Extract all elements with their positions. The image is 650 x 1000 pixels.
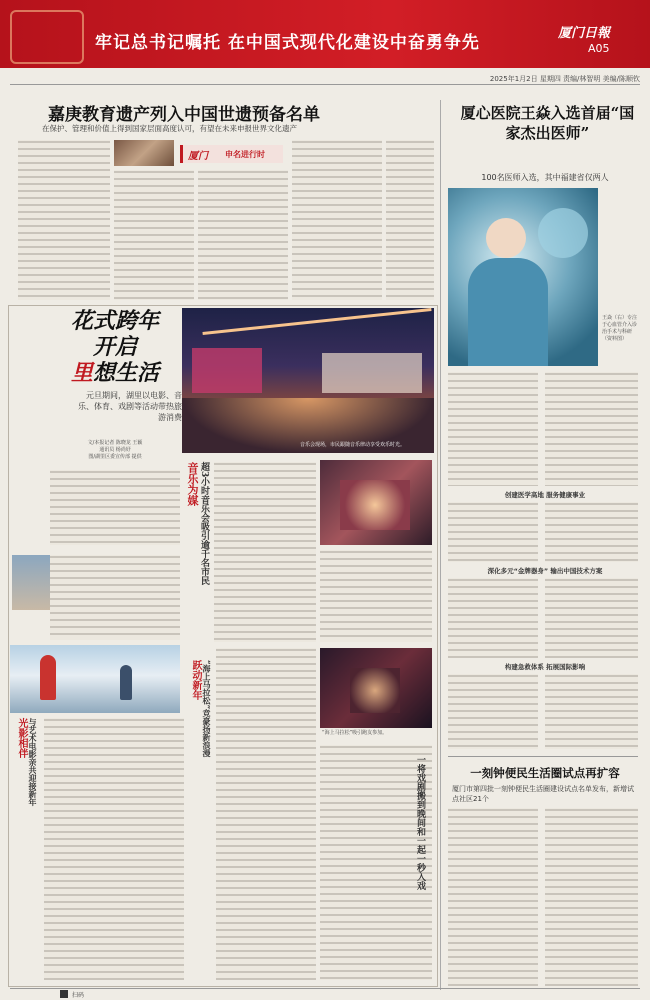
article3-title-rest: 想生活 (93, 360, 160, 386)
article4-body-col2 (545, 808, 638, 986)
article3-body-film-intro (50, 555, 180, 640)
run-photo (10, 645, 180, 713)
article1-body-col2 (114, 170, 194, 300)
column-divider (440, 100, 441, 990)
article2-body-col1 (448, 372, 538, 486)
article2-section3: 构建急救体系 拓展国际影响 (504, 663, 586, 671)
concert-photo (182, 308, 434, 453)
article3-body-col3 (320, 550, 432, 642)
vquote-music: 超3小时音乐会吸引逾千名市民 (199, 462, 209, 586)
article2-section2: 深化多元“金牌器身” 输出中国技术方案 (487, 567, 603, 575)
article2-body-col8 (545, 674, 638, 749)
runner2-shape (120, 665, 132, 700)
vhead-music: 音乐为媒 (186, 462, 199, 506)
article2-subtitle: 100名医师入选，其中福建省仅两人 (481, 173, 609, 182)
article1-body-col4 (292, 140, 382, 300)
theatre-photo (320, 648, 432, 728)
dateline: 2025年1月2日 星期四 责编/林智明 美编/陈顺钦 (489, 75, 640, 83)
article4-deck: 厦门市第四批一刻钟便民生活圈建设试点名单发布，新增试点社区21个 (452, 785, 634, 803)
footer-rule (10, 988, 640, 989)
article2-body-col7 (448, 674, 538, 749)
article2-title: 厦心医院王焱入选首届“国家杰出医师” (460, 104, 635, 142)
column-tag-brand: 厦门 (188, 151, 208, 162)
film-small-photo (12, 555, 50, 610)
header-rule (10, 84, 640, 85)
article3-body-intro (50, 470, 180, 545)
article3-byline: 文/本报记者 陈晓龙 王颖 通讯员 杨尚妤 图/湖里区委宣传部 提供 (87, 440, 143, 460)
article1-body-col5 (386, 140, 434, 300)
qr-code-icon (60, 990, 68, 998)
article1-subtitle: 在保护、管理和价值上得到国家层面高度认可，有望在未来申报世界文化遗产 (42, 124, 297, 133)
vquote-theatre: 一将戏剧搬到晚间和一起一秒入戏 (415, 755, 425, 890)
bridge-lights-shape (202, 308, 431, 335)
article1-title: 嘉庚教育遗产列入中国世遗预备名单 (48, 105, 320, 125)
doctor-photo (448, 188, 598, 366)
article3-title-l3 (50, 360, 180, 386)
article2-body-col2 (545, 372, 638, 486)
article2-end-rule (448, 756, 638, 757)
doctor-head-shape (486, 218, 526, 258)
surgical-light-shape (538, 208, 588, 258)
article1-body-col1 (18, 140, 110, 300)
article3-title-l2: 开启 (92, 334, 137, 360)
performance-photo (320, 460, 432, 545)
run-caption: “海上马拉松”吸引跑友参加。 (322, 730, 388, 736)
article2-body-col3 (448, 502, 538, 562)
concert-caption: 音乐会现场，市民跟随音乐律动享受欢乐时光。 (300, 442, 406, 448)
article4-title: 一刻钟便民生活圈试点再扩容 (470, 766, 620, 780)
article3-title-highlight: 里 (70, 360, 93, 386)
article1-photo (114, 140, 174, 166)
qr-label: 扫码 (72, 992, 85, 999)
banner-title: 牢记总书记嘱托 在中国式现代化建设中奋勇争先 (95, 33, 480, 53)
vquote-run: “海上马拉松”竞豪扬新浪漫 (202, 660, 212, 758)
runner-shape (40, 655, 56, 700)
stage-lights-shape (322, 353, 422, 393)
actors-shape (350, 668, 400, 713)
vhead-run: 跃动新年 (190, 660, 201, 700)
article3-deck: 元旦期间，湖里以电影、音乐、体育、戏剧等活动带热旅游消费 (78, 391, 182, 422)
vquote-film: 与艺术电影亲共迎接新年 (28, 718, 38, 806)
doctor-gown-shape (468, 258, 548, 366)
article3-body-film (44, 718, 184, 980)
doctor-photo-caption: 王焱（右）专注于心血管介入诊治手术与科研（资料图） (602, 315, 638, 342)
article3-body-music (214, 462, 316, 642)
article2-section1: 创建医学高地 服务健康事业 (504, 491, 586, 499)
article3-title-l1: 花式跨年 (70, 308, 159, 334)
article2-body-col5 (448, 578, 538, 658)
performer-shape (340, 480, 410, 530)
page-number: A05 (588, 42, 610, 55)
article1-body-col3 (198, 170, 288, 300)
article2-body-col6 (545, 578, 638, 658)
stage-screen-shape (192, 348, 262, 393)
banner-decoration (10, 10, 84, 64)
article2-body-col4 (545, 502, 638, 562)
newspaper-logo: 厦门日報 (558, 26, 611, 41)
article4-body-col1 (448, 808, 538, 986)
vhead-film: 光影相伴 (16, 718, 27, 758)
column-tag: 申名进行时 (225, 150, 265, 159)
article3-body-run (216, 648, 316, 980)
